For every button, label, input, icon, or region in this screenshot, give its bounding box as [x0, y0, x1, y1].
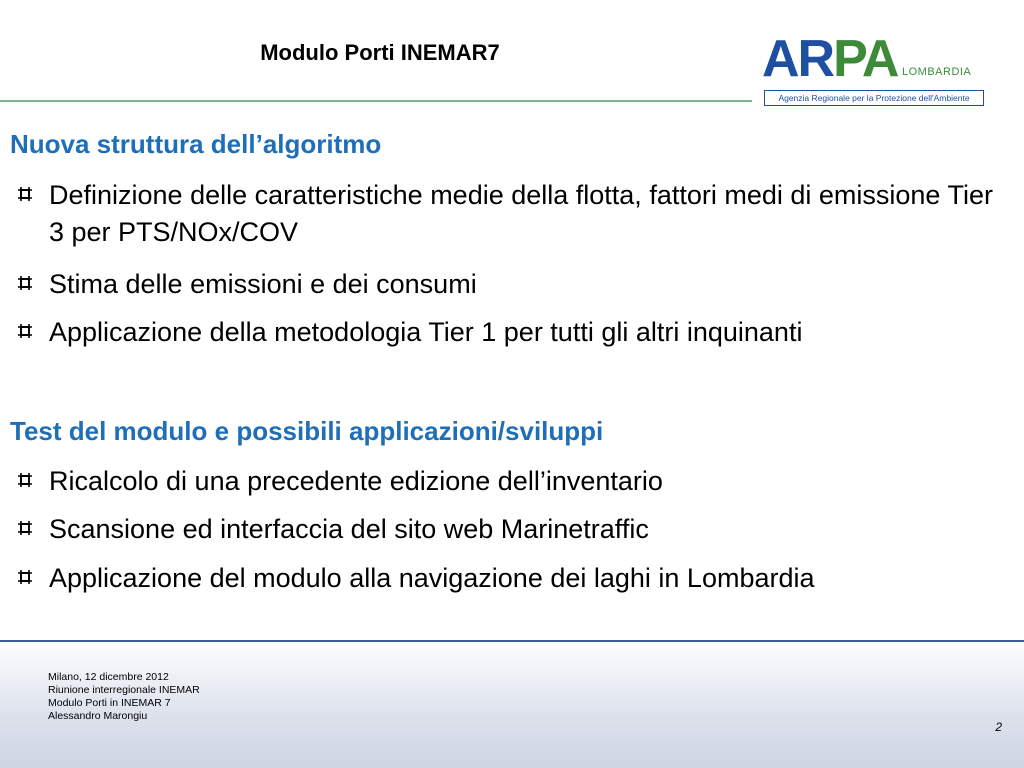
logo-region: LOMBARDIA	[902, 66, 972, 78]
square-bullet-icon	[18, 570, 32, 584]
arpa-logo	[762, 30, 984, 108]
footer-info	[48, 671, 200, 723]
square-bullet-icon	[18, 187, 32, 201]
bullet-item	[18, 511, 1008, 548]
bullet-text: Applicazione del modulo alla navigazione dei laghi in Lombardia	[49, 563, 815, 593]
bullet-item	[18, 177, 1008, 251]
bullet-item	[18, 560, 878, 597]
bullet-text: Applicazione della metodologia Tier 1 per tutti gli altri inquinanti	[49, 317, 803, 347]
bullet-item	[18, 266, 1008, 303]
logo-letters	[762, 30, 898, 88]
bullet-text: Stima delle emissioni e dei consumi	[49, 269, 477, 299]
square-bullet-icon	[18, 473, 32, 487]
footer-topic: Modulo Porti in INEMAR 7	[48, 697, 171, 709]
footer-divider	[0, 640, 1024, 642]
logo-letters-ar: AR	[762, 30, 834, 88]
page-number: 2	[995, 720, 1002, 734]
footer-author: Alessandro Marongiu	[48, 710, 148, 722]
logo-agency: Agenzia Regionale per la Protezione dell'Ambiente	[764, 90, 984, 106]
bullet-text: Definizione delle caratteristiche medie della flotta, fattori medi di emissione Tier 3 per PTS/NOx/COV	[49, 180, 993, 247]
section-heading-algorithm: Nuova struttura dell’algoritmo	[10, 129, 382, 159]
footer-event: Riunione interregionale INEMAR	[48, 684, 200, 696]
title-divider	[0, 100, 752, 102]
slide-title: Modulo Porti INEMAR7	[260, 40, 500, 65]
bullet-text: Scansione ed interfaccia del sito web Marinetraffic	[49, 514, 649, 544]
footer-date: Milano, 12 dicembre 2012	[48, 671, 169, 683]
square-bullet-icon	[18, 324, 32, 338]
square-bullet-icon	[18, 276, 32, 290]
bullet-item	[18, 314, 1008, 351]
bullet-item	[18, 463, 1008, 500]
logo-letters-pa: PA	[833, 30, 898, 88]
section-heading-tests: Test del modulo e possibili applicazioni/sviluppi	[10, 416, 604, 446]
square-bullet-icon	[18, 521, 32, 535]
bullet-text: Ricalcolo di una precedente edizione dell’inventario	[49, 466, 663, 496]
